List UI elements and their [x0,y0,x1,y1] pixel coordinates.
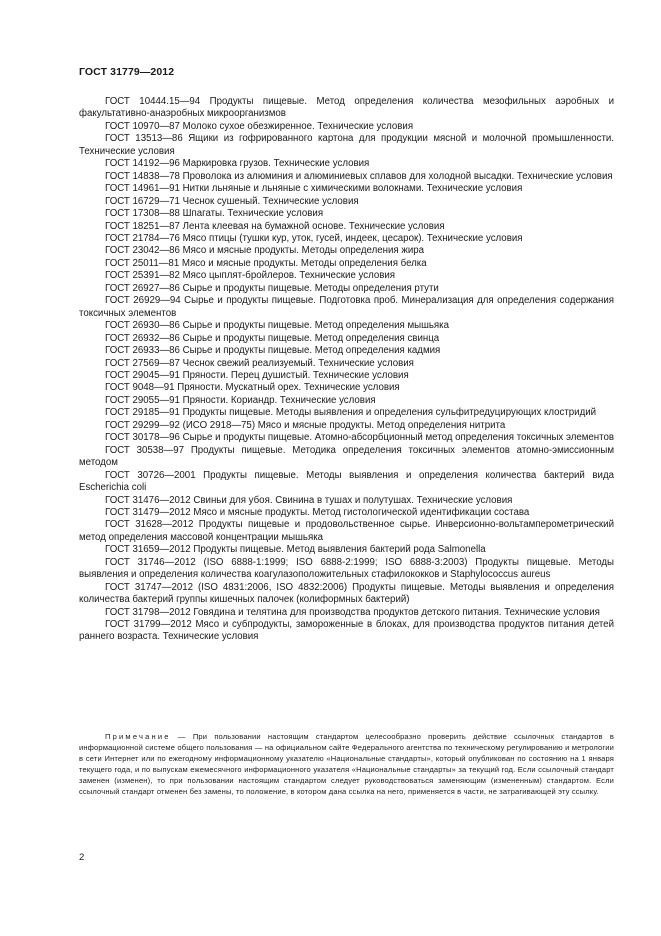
reference-item: ГОСТ 30726—2001 Продукты пищевые. Методы выявления и определения количества бактерий вида Escherichia coli [79,469,614,494]
reference-item: ГОСТ 17308—88 Шпагаты. Технические условия [105,208,324,220]
reference-item: ГОСТ 9048—91 Пряности. Мускатный орех. Технические условия [105,382,400,394]
reference-item: ГОСТ 26930—86 Сырье и продукты пищевые. Метод определения мышьяка [105,320,449,332]
reference-item: ГОСТ 31659—2012 Продукты пищевые. Метод выявления бактерий рода Salmonella [105,544,486,556]
reference-item: ГОСТ 31746—2012 (ISO 6888-1:1999; ISO 6888-2:1999; ISO 6888-3:2003) Продукты пищевые. Методы выявления и определения количества коагулазоположительных стафилококков и Staphylococcus aureus [79,556,614,581]
reference-item: ГОСТ 26932—86 Сырье и продукты пищевые. Метод определения свинца [105,332,440,344]
reference-item: ГОСТ 10970—87 Молоко сухое обезжиренное. Технические условия [105,120,414,132]
reference-item: ГОСТ 29185—91 Продукты пищевые. Методы выявления и определения сульфитредуцирующих клостридий [105,407,597,419]
note-text: — При пользовании настоящим стандартом целесообразно проверить действие ссылочных стандартов в информационной системе общего пользования — на официальном сайте Федерального агентства по техническому регулированию и метрологии в сети Интернет или по ежегодному информационному указателю «Национальные стандарты», который опубликован по состоянию на 1 января текущего года, и по выпускам ежемесячного информационного указателя «Национальные стандарты» за текущий год. Если ссылочный стандарт заменен (изменен), то при пользовании настоящим стандартом следует руководствоваться заменяющим (измененным) стандартом. Если ссылочный стандарт отменен без замены, то положение, в котором дана ссылка на него, применяется в части, не затрагивающей эту ссылку. [79,732,614,797]
reference-item: ГОСТ 21784—76 Мясо птицы (тушки кур, уток, гусей, индеек, цесарок). Технические условия [105,232,523,244]
page-number: 2 [79,852,85,863]
reference-item: ГОСТ 14838—78 Проволока из алюминия и алюминиевых сплавов для холодной высадки. Технические условия [105,170,613,182]
reference-item: ГОСТ 16729—71 Чеснок сушеный. Технические условия [105,195,359,207]
reference-item: ГОСТ 25391—82 Мясо цыплят-бройлеров. Технические условия [105,270,396,282]
reference-item: ГОСТ 14192—96 Маркировка грузов. Технические условия [105,158,370,170]
reference-item: ГОСТ 31476—2012 Свиньи для убоя. Свинина в тушах и полутушах. Технические условия [105,494,513,506]
reference-item: ГОСТ 29299—92 (ИСО 2918—75) Мясо и мясные продукты. Метод определения нитрита [105,419,506,431]
reference-item: ГОСТ 10444.15—94 Продукты пищевые. Метод определения количества мезофильных аэробных и факультативно-анаэробных микроорганизмов [79,96,614,120]
reference-item: ГОСТ 31799—2012 Мясо и субпродукты, замороженные в блоках, для производства продуктов питания детей раннего возраста. Технические условия [79,619,614,643]
reference-item: ГОСТ 13513—86 Ящики из гофрированного картона для продукции мясной и молочной промышленности. Технические условия [79,133,614,157]
reference-item: ГОСТ 30178—96 Сырье и продукты пищевые. Атомно-абсорбционный метод определения токсичных элементов [105,432,614,444]
reference-item: ГОСТ 29055—91 Пряности. Кориандр. Технические условия [105,394,376,406]
normative-references-list [79,96,614,644]
reference-item: ГОСТ 27569—87 Чеснок свежий реализуемый. Технические условия [105,357,414,369]
reference-item: ГОСТ 31628—2012 Продукты пищевые и продовольственное сырье. Инверсионно-вольтамперометрический метод определения массовой концентрации мышьяка [79,519,614,543]
reference-item: ГОСТ 18251—87 Лента клеевая на бумажной основе. Технические условия [105,220,445,232]
reference-item: ГОСТ 31479—2012 Мясо и мясные продукты. Метод гистологической идентификации состава [105,506,530,518]
reference-item: ГОСТ 26933—86 Сырье и продукты пищевые. Метод определения кадмия [105,345,441,357]
note-block [79,731,614,798]
reference-item: ГОСТ 26927—86 Сырье и продукты пищевые. Методы определения ртути [105,282,439,294]
note-label: Примечание [105,732,171,741]
document-header-code: ГОСТ 31779—2012 [79,66,175,78]
reference-item: ГОСТ 23042—86 Мясо и мясные продукты. Методы определения жира [105,245,425,257]
reference-item: ГОСТ 31798—2012 Говядина и телятина для производства продуктов детского питания. Технические условия [105,606,600,618]
reference-item: ГОСТ 26929—94 Сырье и продукты пищевые. Подготовка проб. Минерализация для определения содержания токсичных элементов [79,295,614,319]
reference-item: ГОСТ 30538—97 Продукты пищевые. Методика определения токсичных элементов атомно-эмиссионным методом [79,444,614,469]
reference-item: ГОСТ 31747—2012 (ISO 4831:2006, ISO 4832:2006) Продукты пищевые. Методы выявления и определения количества бактерий группы кишечных палочек (колиформных бактерий) [79,581,614,606]
reference-item: ГОСТ 25011—81 Мясо и мясные продукты. Методы определения белка [105,257,427,269]
reference-item: ГОСТ 29045—91 Пряности. Перец душистый. Технические условия [105,369,409,381]
reference-item: ГОСТ 14961—91 Нитки льняные и льняные с химическими волокнами. Технические условия [105,183,523,195]
note-paragraph [79,731,614,798]
